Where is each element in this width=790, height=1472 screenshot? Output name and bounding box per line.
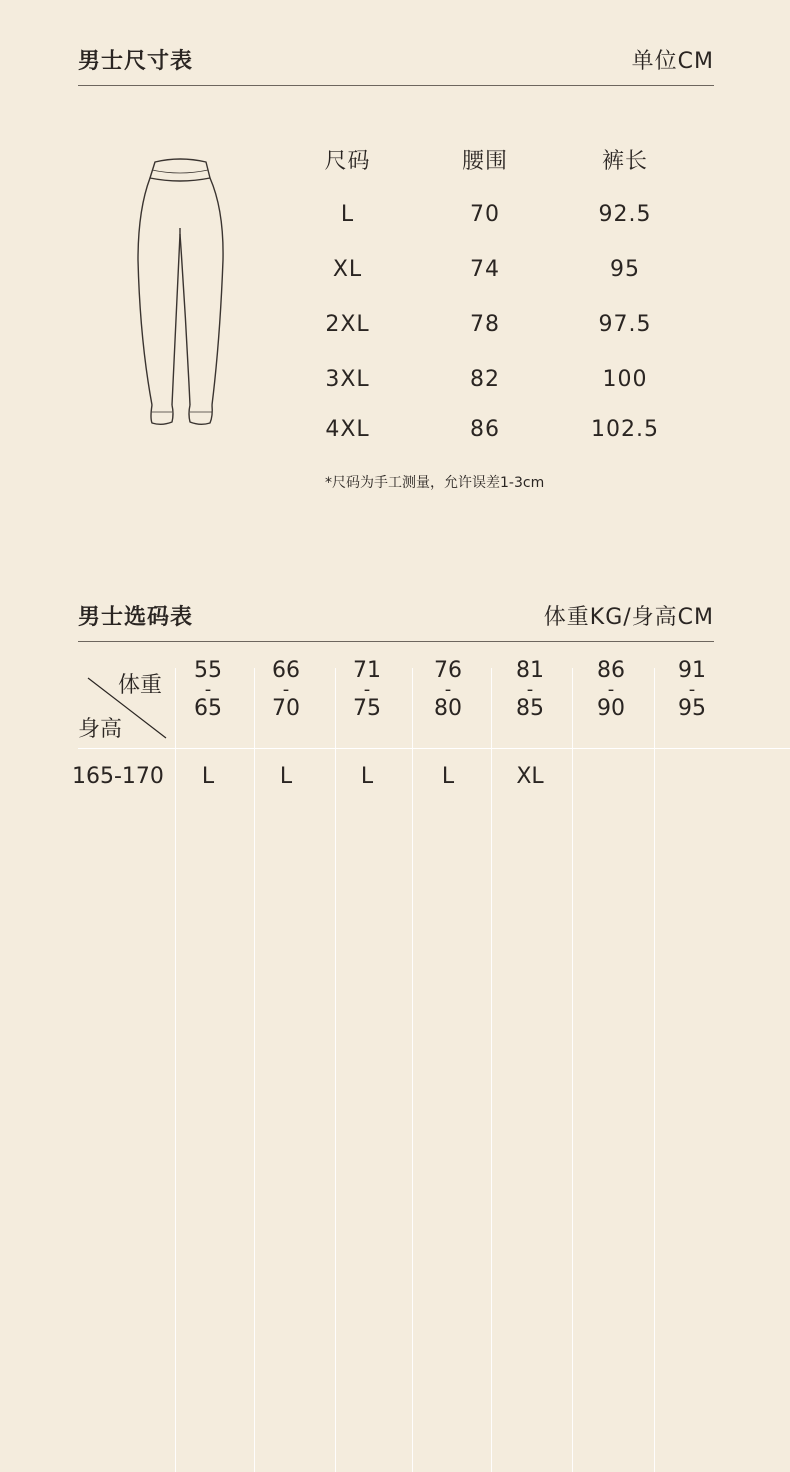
cell-size: 3XL (325, 367, 370, 392)
table-row (290, 187, 685, 242)
size-chart-title: 男士尺寸表 (78, 49, 194, 74)
cell-length: 92.5 (598, 202, 652, 227)
size-chart-unit: 单位CM (631, 49, 714, 74)
size-cell: L (201, 764, 215, 789)
size-table-header (290, 132, 685, 187)
size-cell: L (360, 764, 374, 789)
cell-waist: 70 (470, 202, 500, 227)
weight-to: 95 (678, 696, 706, 721)
selection-chart-header (78, 600, 714, 642)
weight-column-header (652, 660, 732, 746)
header-size: 尺码 (324, 149, 371, 174)
size-table (290, 132, 685, 451)
corner-weight-label: 体重 (118, 673, 163, 698)
cell-waist: 86 (470, 416, 500, 442)
size-cell: XL (516, 764, 544, 789)
weight-column-header (408, 660, 488, 746)
table-row (290, 352, 685, 407)
row-divider (78, 748, 790, 749)
measurement-note: *尺码为手工测量，允许误差1-3cm (325, 475, 545, 491)
weight-from: 71 (353, 658, 381, 683)
cell-waist: 74 (470, 257, 500, 282)
cell-size: L (340, 202, 355, 227)
size-cell: L (441, 764, 455, 789)
cell-length: 100 (602, 367, 648, 392)
selection-chart-unit: 体重KG/身高CM (543, 605, 714, 630)
range-dash: - (444, 679, 452, 700)
column-divider (654, 668, 655, 1472)
weight-to: 75 (353, 696, 381, 721)
range-dash: - (204, 679, 212, 700)
corner-height-label: 身高 (78, 717, 123, 742)
weight-to: 65 (194, 696, 222, 721)
cell-length: 95 (610, 257, 640, 282)
cell-size: 2XL (325, 312, 370, 337)
weight-from: 86 (597, 658, 625, 683)
table-row (290, 242, 685, 297)
header-length: 裤长 (601, 149, 648, 174)
weight-to: 70 (272, 696, 300, 721)
cell-waist: 82 (470, 367, 500, 392)
size-chart-header (78, 44, 714, 86)
range-dash: - (526, 679, 534, 700)
range-dash: - (688, 679, 696, 700)
weight-to: 80 (434, 696, 462, 721)
range-dash: - (282, 679, 290, 700)
cell-size: 4XL (325, 416, 370, 442)
cell-length: 97.5 (598, 312, 652, 337)
weight-column-header (490, 660, 570, 746)
cell-length: 102.5 (591, 416, 659, 442)
size-cell: L (279, 764, 293, 789)
corner-header (78, 660, 173, 746)
header-waist: 腰围 (461, 149, 508, 174)
cell-waist: 78 (470, 312, 500, 337)
weight-column-header (327, 660, 407, 746)
column-divider (572, 668, 573, 1472)
weight-from: 66 (272, 658, 300, 683)
weight-from: 76 (434, 658, 462, 683)
range-dash: - (607, 679, 615, 700)
weight-to: 85 (516, 696, 544, 721)
weight-column-header (168, 660, 248, 746)
range-dash: - (363, 679, 371, 700)
table-row (290, 407, 685, 451)
cell-size: XL (332, 257, 363, 282)
weight-from: 91 (678, 658, 706, 683)
height-label: 165-170 (72, 764, 164, 789)
table-row (290, 297, 685, 352)
pants-outline-icon (130, 150, 230, 440)
weight-from: 55 (194, 658, 222, 683)
selection-chart-title: 男士选码表 (78, 605, 194, 630)
weight-column-header (246, 660, 326, 746)
weight-column-header (571, 660, 651, 746)
weight-to: 90 (597, 696, 625, 721)
weight-from: 81 (516, 658, 544, 683)
